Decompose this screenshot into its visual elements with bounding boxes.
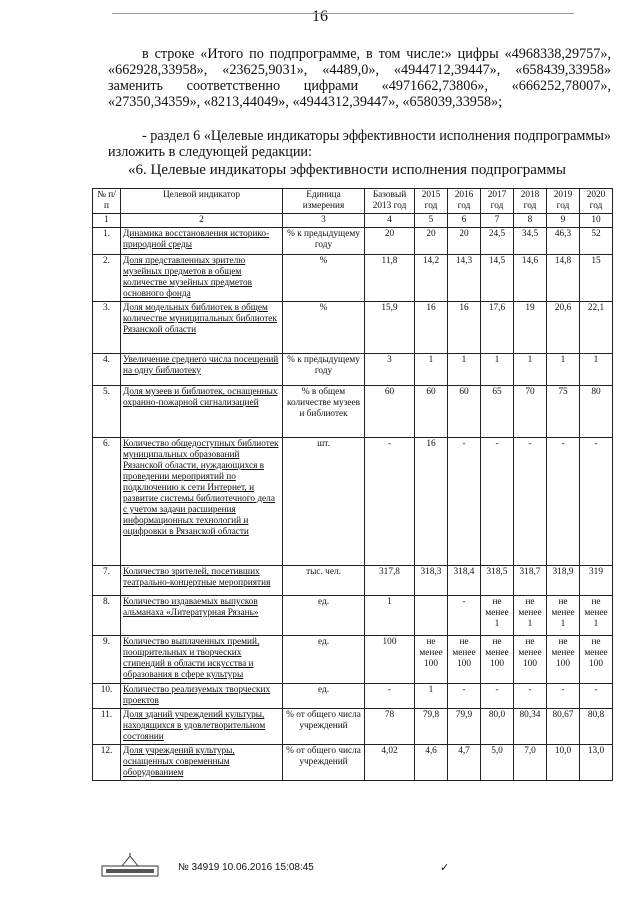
value-cell: 14,6 [514,255,547,302]
value-cell: 318,5 [481,566,514,596]
table-row [93,255,613,302]
value-cell: не менее 100 [481,636,514,684]
value-cell: не менее 100 [547,636,580,684]
value-cell: 11,8 [365,255,415,302]
value-cell: 1 [514,354,547,386]
value-cell: 80,67 [547,709,580,745]
value-cell: 79,9 [448,709,481,745]
header-cell: Базовый 2013 год [365,189,415,214]
unit-cell: % от общего числа учреждений [283,745,365,781]
table-row [93,566,613,596]
row-number: 5. [93,386,121,438]
indicator-name: Количество выплаченных премий, поощрительных и творческих стипендий в области искусства и образования в сфере культуры [121,636,283,684]
value-cell: 60 [448,386,481,438]
value-cell: 20 [448,228,481,255]
value-cell: 65 [481,386,514,438]
indicator-name: Доля модельных библиотек в общем количестве муниципальных библиотек Рязанской области [121,302,283,354]
table-row [93,596,613,636]
value-cell: - [365,438,415,566]
row-number: 10. [93,684,121,709]
value-cell: не менее 100 [514,636,547,684]
stamp-logo [100,852,160,880]
value-cell: 15,9 [365,302,415,354]
table-row [93,709,613,745]
value-cell: - [481,684,514,709]
value-cell: 79,8 [415,709,448,745]
value-cell: 80,0 [481,709,514,745]
value-cell: - [365,684,415,709]
value-cell: 14,8 [547,255,580,302]
value-cell: 78 [365,709,415,745]
header-cell: 2017 год [481,189,514,214]
value-cell: 1 [448,354,481,386]
header-cell: Единица измерения [283,189,365,214]
value-cell: 1 [580,354,613,386]
value-cell: 10,0 [547,745,580,781]
registration-stamp: № 34919 10.06.2016 15:08:45 [178,862,314,873]
value-cell: 16 [415,302,448,354]
header-cell: Целевой индикатор [121,189,283,214]
header-cell: 2020 год [580,189,613,214]
value-cell: - [547,438,580,566]
row-number: 3. [93,302,121,354]
table-row [93,636,613,684]
column-number: 9 [547,214,580,228]
table-header-row [93,189,613,214]
column-number: 1 [93,214,121,228]
value-cell: - [448,684,481,709]
value-cell [415,596,448,636]
value-cell: 318,4 [448,566,481,596]
column-number: 2 [121,214,283,228]
value-cell: не менее 1 [514,596,547,636]
header-cell: 2019 год [547,189,580,214]
value-cell: 1 [415,684,448,709]
unit-cell: % [283,255,365,302]
top-rule [112,13,574,14]
value-cell: 4,6 [415,745,448,781]
indicators-table [92,188,613,781]
value-cell: - [514,438,547,566]
value-cell: 4,7 [448,745,481,781]
value-cell: не менее 1 [481,596,514,636]
column-number: 3 [283,214,365,228]
value-cell: 17,6 [481,302,514,354]
row-number: 8. [93,596,121,636]
value-cell: 100 [365,636,415,684]
value-cell: 16 [415,438,448,566]
indicator-name: Доля музеев и библиотек, оснащенных охранно-пожарной сигнализацией [121,386,283,438]
column-number: 7 [481,214,514,228]
indicator-name: Доля учреждений культуры, оснащенных современным оборудованием [121,745,283,781]
value-cell: 7,0 [514,745,547,781]
value-cell: - [580,684,613,709]
indicator-name: Доля зданий учреждений культуры, находящихся в удовлетворительном состоянии [121,709,283,745]
value-cell: - [448,438,481,566]
value-cell: 22,1 [580,302,613,354]
value-cell: 14,5 [481,255,514,302]
row-number: 4. [93,354,121,386]
section-title: «6. Целевые индикаторы эффективности исполнения подпрограммы [128,162,566,178]
indicator-name: Количество реализуемых творческих проектов [121,684,283,709]
unit-cell: ед. [283,596,365,636]
row-number: 7. [93,566,121,596]
column-number: 6 [448,214,481,228]
value-cell: 52 [580,228,613,255]
value-cell: - [448,596,481,636]
paragraph-1 [108,46,611,110]
value-cell: 13,0 [580,745,613,781]
indicator-name: Динамика восстановления историко-природной среды [121,228,283,255]
unit-cell: % от общего числа учреждений [283,709,365,745]
value-cell: 70 [514,386,547,438]
value-cell: 80,8 [580,709,613,745]
column-number-row [93,214,613,228]
value-cell: 4,02 [365,745,415,781]
unit-cell: % к предыдущему году [283,354,365,386]
indicator-name: Количество зрителей, посетивших театрально-концертные мероприятия [121,566,283,596]
header-cell: 2018 год [514,189,547,214]
value-cell: 16 [448,302,481,354]
row-number: 1. [93,228,121,255]
row-number: 9. [93,636,121,684]
column-number: 8 [514,214,547,228]
column-number: 4 [365,214,415,228]
check-mark: ✓ [440,862,450,874]
paragraph-2-text: - раздел 6 «Целевые индикаторы эффективности исполнения подпрограммы» изложить в следующей редакции: [108,128,611,160]
value-cell: 80 [580,386,613,438]
value-cell: - [514,684,547,709]
table-row [93,228,613,255]
value-cell: 318,9 [547,566,580,596]
value-cell: - [481,438,514,566]
table-row [93,354,613,386]
value-cell: 20,6 [547,302,580,354]
indicator-name: Количество издаваемых выпусков альманаха «Литературная Рязань» [121,596,283,636]
column-number: 5 [415,214,448,228]
value-cell: 19 [514,302,547,354]
row-number: 2. [93,255,121,302]
table-row [93,438,613,566]
value-cell: 1 [365,596,415,636]
unit-cell: % к предыдущему году [283,228,365,255]
value-cell: - [547,684,580,709]
value-cell: 319 [580,566,613,596]
unit-cell: ед. [283,684,365,709]
value-cell: не менее 1 [547,596,580,636]
value-cell: 5,0 [481,745,514,781]
value-cell: 318,7 [514,566,547,596]
paragraph-2 [108,128,611,160]
value-cell: 318,3 [415,566,448,596]
table-row [93,684,613,709]
header-cell: № п/п [93,189,121,214]
indicator-name: Увеличение среднего числа посещений на одну библиотеку [121,354,283,386]
table-row [93,745,613,781]
indicator-name: Количество общедоступных библиотек муниципальных образований Рязанской области, нуждающихся в проведении мероприятий по подключению к сети Интернет, и развитие системы библиотечного дела с учетом задачи расширения информационных технологий и оцифровки в Рязанской области [121,438,283,566]
value-cell: 46,3 [547,228,580,255]
value-cell: 14,2 [415,255,448,302]
value-cell: не менее 100 [580,636,613,684]
unit-cell: % [283,302,365,354]
value-cell: 75 [547,386,580,438]
value-cell: 34,5 [514,228,547,255]
paragraph-1-text: в строке «Итого по подпрограмме, в том числе:» цифры «4968338,29757», «662928,33958», «23625,9031», «4489,0», «4944712,39447», «658439,33958» заменить соответственно цифрами «4971662,73806», «666252,78007», «27350,34359», «8213,44049», «4944312,39447», «658039,33958»; [108,46,611,110]
column-number: 10 [580,214,613,228]
row-number: 11. [93,709,121,745]
value-cell: 60 [415,386,448,438]
value-cell: 20 [365,228,415,255]
unit-cell: тыс. чел. [283,566,365,596]
value-cell: 3 [365,354,415,386]
value-cell: 60 [365,386,415,438]
value-cell: 317,8 [365,566,415,596]
value-cell: не менее 100 [448,636,481,684]
table-body [93,228,613,781]
value-cell: - [580,438,613,566]
value-cell: 1 [481,354,514,386]
value-cell: не менее 1 [580,596,613,636]
value-cell: 1 [415,354,448,386]
value-cell: не менее 100 [415,636,448,684]
value-cell: 24,5 [481,228,514,255]
value-cell: 20 [415,228,448,255]
row-number: 6. [93,438,121,566]
row-number: 12. [93,745,121,781]
unit-cell: % в общем количестве музеев и библиотек [283,386,365,438]
value-cell: 15 [580,255,613,302]
value-cell: 14,3 [448,255,481,302]
indicator-name: Доля представленных зрителю музейных предметов в общем количестве музейных предметов основного фонда [121,255,283,302]
unit-cell: шт. [283,438,365,566]
unit-cell: ед. [283,636,365,684]
page-number: 16 [312,8,328,25]
table-row [93,302,613,354]
table-row [93,386,613,438]
value-cell: 80,34 [514,709,547,745]
value-cell: 1 [547,354,580,386]
header-cell: 2015 год [415,189,448,214]
header-cell: 2016 год [448,189,481,214]
